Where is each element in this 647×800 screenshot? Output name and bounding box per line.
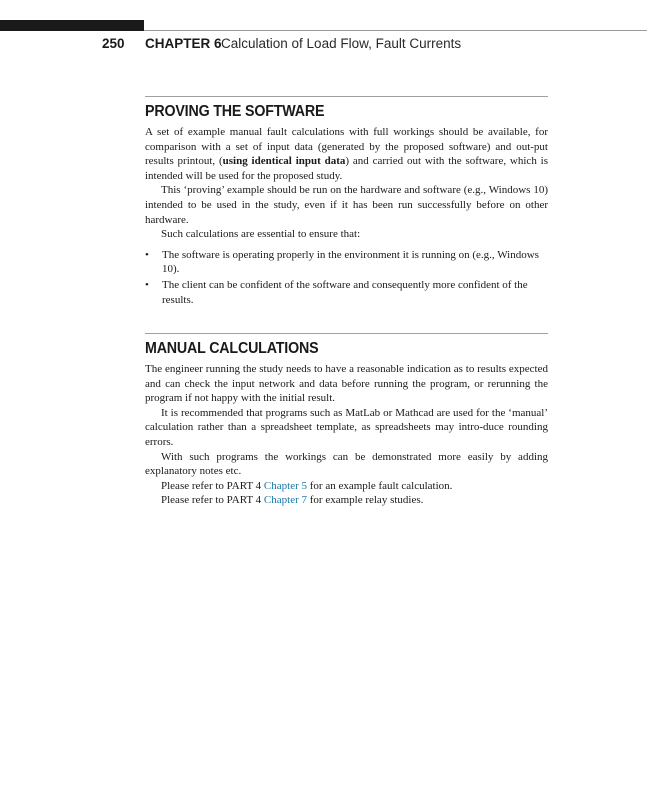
- header-rule: [144, 30, 647, 31]
- paragraph-text: for example relay studies.: [307, 494, 424, 507]
- section-proving-software: [145, 96, 548, 308]
- paragraph-text: for an example fault calculation.: [307, 479, 453, 492]
- page-number: 250: [102, 36, 125, 51]
- running-header: [0, 35, 647, 55]
- paragraph-text: A set of example manual fault calculations with full workings should be available, for comparison with a set of input data (generated by the proposed software) and out-put results printout, (: [145, 126, 548, 168]
- chapter-5-link[interactable]: Chapter 5: [263, 479, 307, 492]
- paragraph: Such calculations are essential to ensure that:: [161, 228, 361, 241]
- paragraph: This ‘proving’ example should be run on the hardware and software (e.g., Windows 10) intended to be used in the study, even if it has been run successfully before on other hardware.: [145, 184, 548, 226]
- chapter-7-link[interactable]: Chapter 7: [263, 494, 307, 507]
- bullet-icon: •: [145, 278, 149, 291]
- bold-text: using identical input data: [222, 155, 346, 168]
- list-item-text: The client can be confident of the software and consequently more confident of the results.: [162, 278, 528, 306]
- paragraph: With such programs the workings can be demonstrated more easily by adding explanatory notes etc.: [145, 450, 548, 478]
- bullet-icon: •: [145, 248, 149, 261]
- paragraph-text: Please refer to PART 4: [161, 494, 264, 507]
- list-item: [145, 248, 548, 277]
- paragraph-text: Please refer to PART 4: [161, 479, 264, 492]
- bullet-list: [145, 248, 548, 307]
- chapter-label: CHAPTER 6: [145, 36, 222, 51]
- section-manual-calculations: [145, 333, 548, 508]
- section-rule: [145, 96, 548, 97]
- list-item-text: The software is operating properly in the environment it is running on (e.g., Windows 10).: [162, 248, 539, 276]
- section-title: MANUAL CALCULATIONS: [145, 340, 319, 357]
- reference-line: [145, 479, 548, 494]
- chapter-title: Calculation of Load Flow, Fault Currents: [221, 36, 462, 51]
- paragraph: The engineer running the study needs to have a reasonable indication as to results expected and can check the input network and data before running the program, or rerunning the program if not happy with the initial result.: [145, 363, 548, 405]
- reference-line: [145, 493, 548, 508]
- paragraph-text: ) and carried out with the software, which is intended will be used for the proposed study.: [145, 155, 548, 182]
- section-title: PROVING THE SOFTWARE: [145, 103, 325, 120]
- header-bar: [0, 20, 144, 31]
- paragraph: [145, 125, 548, 183]
- section-rule: [145, 333, 548, 334]
- list-item: [145, 278, 548, 307]
- paragraph: It is recommended that programs such as MatLab or Mathcad are used for the ‘manual’ calculation rather than a spreadsheet template, as spreadsheets may intro-duce rounding errors.: [145, 406, 548, 448]
